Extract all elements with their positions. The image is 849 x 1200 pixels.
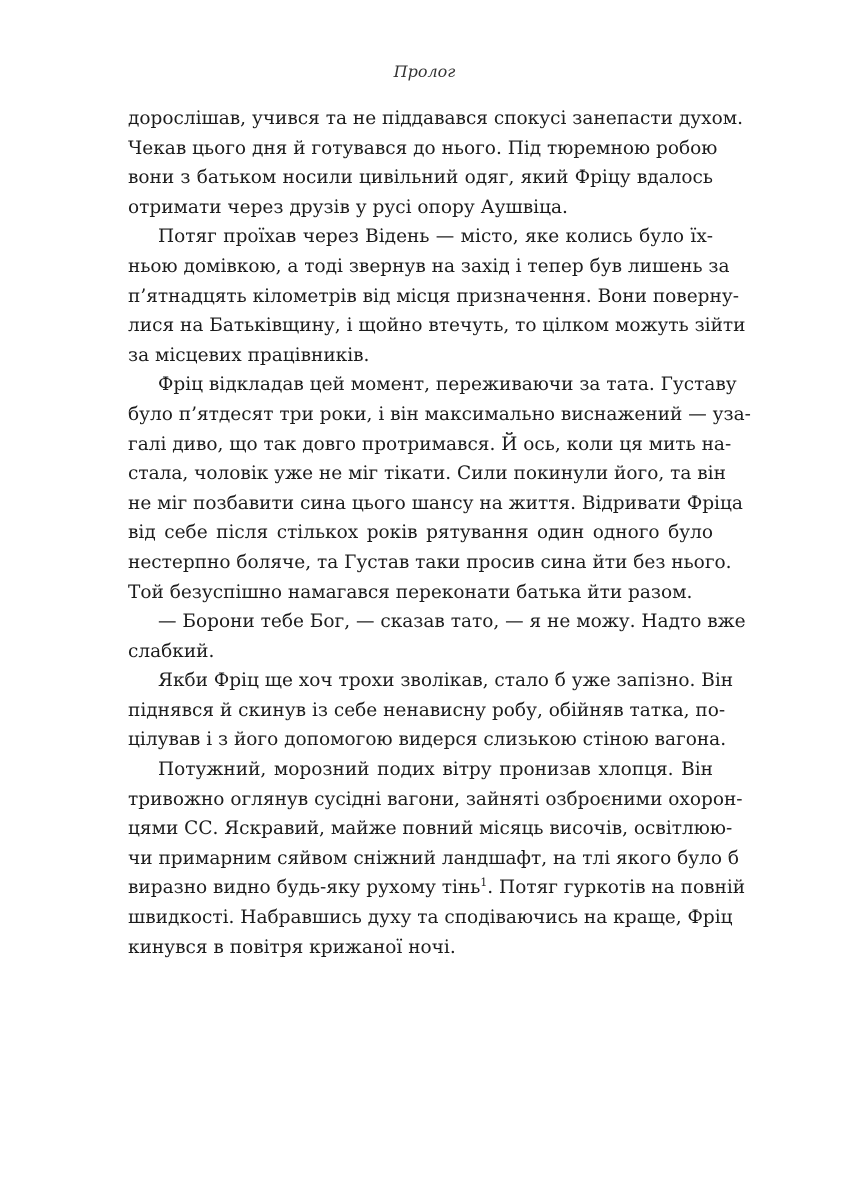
text-line: — Борони тебе Бог, — сказав тато, — я не можу. Надто вже (158, 611, 746, 633)
text-line: Чекав цього дня й готувався до нього. Під тюремною робою (128, 137, 718, 159)
text-line (128, 873, 746, 903)
text-line-part: виразно видно будь-яку рухому тінь (128, 877, 481, 899)
text-line: тривожно оглянув сусідні вагони, зайняті озброєними охорон- (128, 788, 743, 810)
text-line: швидкості. Набравшись духу та сподіваючись на краще, Фріц (128, 907, 733, 929)
text-line: ньою домівкою, а тоді звернув на захід і тепер був лишень за (128, 255, 730, 277)
text-line: цями СС. Яскравий, майже повний місяць височів, освітлюю- (128, 818, 733, 840)
text-line: Потужний, морозний подих вітру пронизав хлопця. Він (158, 759, 713, 781)
text-line: Фріц відкладав цей момент, переживаючи за тата. Густаву (158, 374, 737, 396)
footnote-marker[interactable]: 1 (480, 876, 488, 890)
text-line: лися на Батьківщину, і щойно втечуть, то цілком можуть зійти (128, 315, 746, 337)
text-line: вони з батьком носили цивільний одяг, який Фріцу вдалось (128, 167, 713, 189)
text-line-part: . Потяг гуркотів на повній (487, 877, 746, 899)
text-line: стала, чоловік уже не міг тікати. Сили покинули його, та він (128, 463, 726, 485)
body-text (128, 104, 751, 962)
text-line: Потяг проїхав через Відень — місто, яке колись було їх- (158, 226, 713, 248)
text-line: дорослішав, учився та не піддавався спокусі занепасти духом. (128, 108, 743, 129)
text-line: нестерпно боляче, та Густав таки просив сина йти без нього. (128, 551, 732, 573)
text-line: не міг позбавити сина цього шансу на життя. Відривати Фріца (128, 492, 743, 514)
text-line: кинувся в повітря крижаної ночі. (128, 936, 456, 958)
text-line: цілував і з його допомогою видерся слизькою стіною вагона. (128, 729, 727, 751)
running-head: Пролог (393, 62, 456, 81)
text-line: від себе після стількох років рятування один одного було (128, 522, 713, 544)
text-line: галі диво, що так довго протримався. Й ось, коли ця мить на- (128, 433, 732, 455)
text-line: Той безуспішно намагався переконати батька йти разом. (128, 581, 693, 603)
text-line: Якби Фріц ще хоч трохи зволікав, стало б уже запізно. Він (158, 670, 734, 692)
text-line: слабкий. (128, 640, 215, 662)
text-line: отримати через друзів у русі опору Аушвіца. (128, 196, 568, 218)
text-line: п’ятнадцять кілометрів від місця призначення. Вони поверну- (128, 285, 739, 307)
text-line: було п’ятдесят три роки, і він максимально виснажений — уза- (128, 403, 751, 425)
text-line: чи примарним сяйвом сніжний ландшафт, на тлі якого було б (128, 847, 740, 869)
text-line: за місцевих працівників. (128, 344, 370, 366)
text-line: піднявся й скинув із себе ненависну робу, обійняв татка, по- (128, 699, 726, 721)
